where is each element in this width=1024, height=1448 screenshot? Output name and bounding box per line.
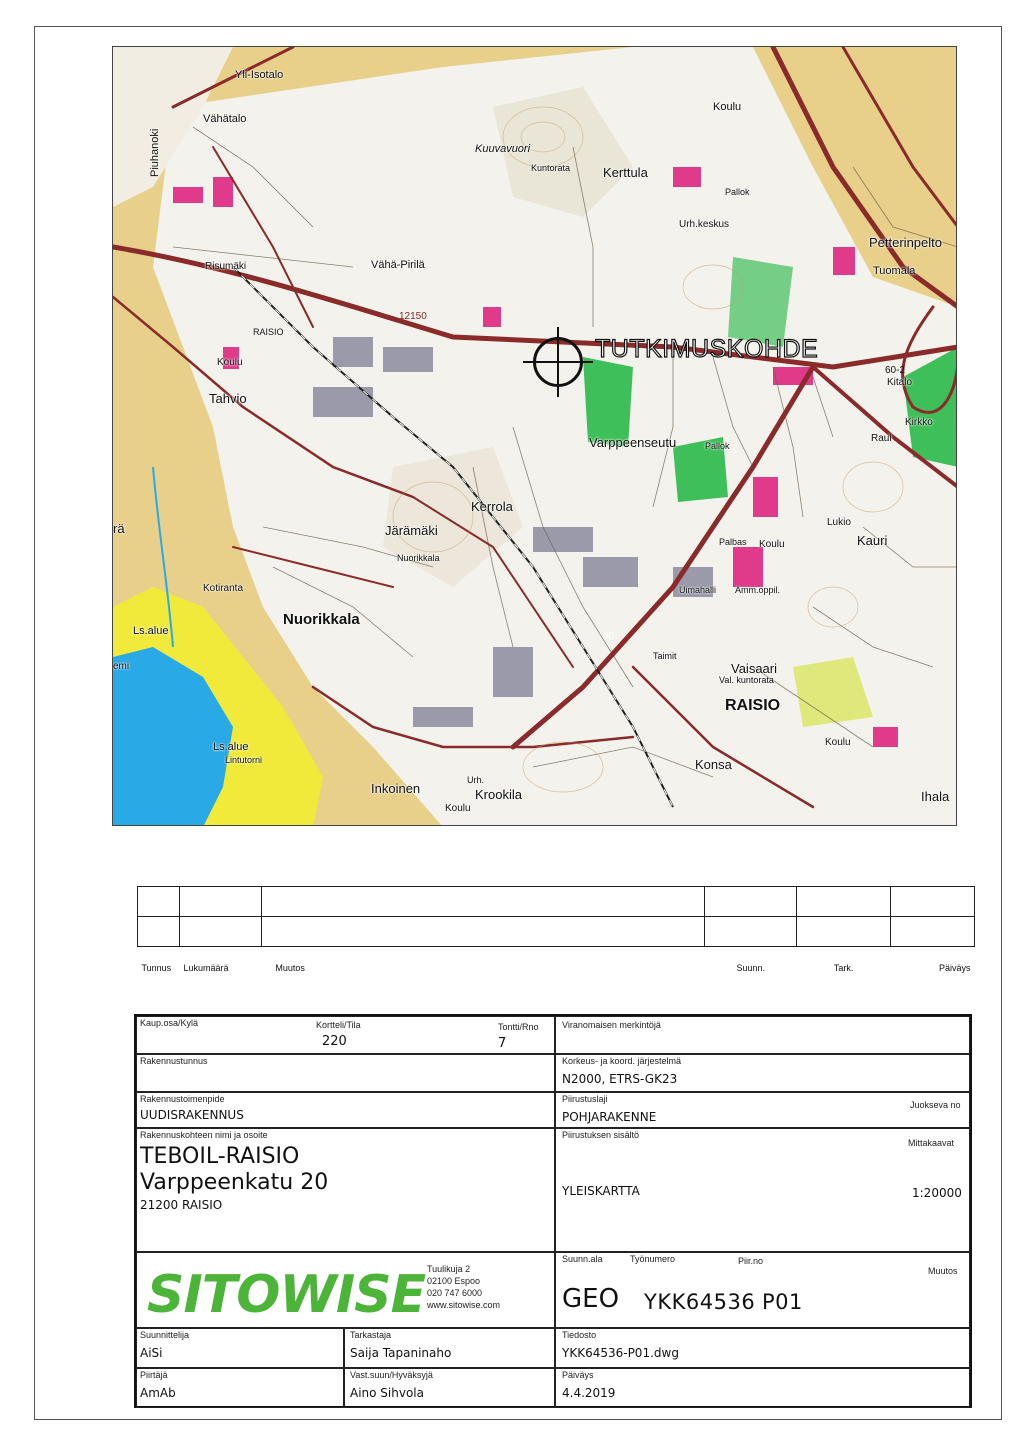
label-rakennustunnus: Rakennustunnus xyxy=(140,1056,208,1066)
place-kauri: Kauri xyxy=(857,533,888,548)
rev-header-muutos: Muutos xyxy=(261,947,704,975)
label-tarkastaja: Tarkastaja xyxy=(350,1330,392,1340)
value-tyonumero: YKK64536 xyxy=(644,1290,756,1314)
rev-header-paivays: Päiväys xyxy=(891,947,975,975)
place-nuorikkala: Nuorikkala xyxy=(283,611,360,628)
place-raisio-big: RAISIO xyxy=(725,697,781,714)
place-vaha-pirila: Vähä-Pirilä xyxy=(371,259,425,271)
label-rakennustoimenpide: Rakennustoimenpide xyxy=(140,1094,225,1104)
place-ihala: Ihala xyxy=(921,789,950,804)
company-address xyxy=(427,1263,500,1311)
address-line: Tuulikuja 2 xyxy=(427,1264,471,1274)
target-label: TUTKIMUSKOHDE xyxy=(595,335,819,363)
road-12150: 12150 xyxy=(399,311,427,322)
value-sisalto: YLEISKARTTA xyxy=(562,1184,640,1198)
rev-header-tunnus: Tunnus xyxy=(138,947,180,975)
place-vaisaari: Vaisaari xyxy=(731,661,778,676)
value-kortteli: 220 xyxy=(322,1034,347,1049)
rev-header-tark: Tark. xyxy=(797,947,891,975)
label-suunnittelija: Suunnittelija xyxy=(140,1330,190,1340)
label-muutos: Muutos xyxy=(928,1266,958,1276)
label-korkeus: Korkeus- ja koord. järjestelmä xyxy=(562,1056,682,1066)
place-lukio: Lukio xyxy=(827,517,851,528)
value-kohde-name: TEBOIL-RAISIO xyxy=(140,1144,300,1169)
place-taimit: Taimit xyxy=(653,651,677,661)
place-uimahalli: Uimahalli xyxy=(679,585,717,595)
place-ls-alue-2: Ls.alue xyxy=(213,741,249,753)
place-ls-alue-1: Ls.alue xyxy=(133,625,169,637)
value-kohde-street: Varppeenkatu 20 xyxy=(140,1170,329,1195)
value-piirtaja: AmAb xyxy=(140,1386,176,1400)
road-40: 40 xyxy=(603,631,615,642)
label-sisalto: Piirustuksen sisältö xyxy=(562,1130,640,1140)
value-korkeus: N2000, ETRS-GK23 xyxy=(562,1072,678,1086)
label-kortteli: Kortteli/Tila xyxy=(316,1020,361,1030)
label-tontti: Tontti/Rno xyxy=(498,1022,539,1032)
place-tuomala: Tuomala xyxy=(873,265,916,277)
place-yli-isotalo: Yli-Isotalo xyxy=(235,69,284,81)
value-tarkastaja: Saija Tapaninaho xyxy=(350,1346,452,1360)
label-juokseva: Juokseva no xyxy=(910,1100,961,1110)
value-kohde-city: 21200 RAISIO xyxy=(140,1198,223,1212)
place-koulu-4: Koulu xyxy=(825,737,851,748)
label-kohde: Rakennuskohteen nimi ja osoite xyxy=(140,1130,268,1140)
location-map xyxy=(112,46,957,826)
label-viranomaisen: Viranomaisen merkintöjä xyxy=(562,1020,661,1030)
target-crosshair-v xyxy=(557,327,559,397)
value-piirno: P01 xyxy=(762,1290,803,1314)
place-lintutorni: Lintutorni xyxy=(225,755,263,765)
label-tiedosto: Tiedosto xyxy=(562,1330,597,1340)
place-piuhanoki: Piuhanoki xyxy=(149,128,161,177)
place-petterinpelto: Petterinpelto xyxy=(869,235,942,250)
place-krookila: Krookila xyxy=(475,787,522,802)
label-suunnala: Suunn.ala xyxy=(562,1254,603,1264)
place-koulu-1: Koulu xyxy=(713,101,742,113)
rev-header-suunn: Suunn. xyxy=(705,947,797,975)
value-suunnala: GEO xyxy=(562,1284,620,1314)
value-tontti: 7 xyxy=(498,1036,507,1051)
place-raul: Raul xyxy=(871,433,892,444)
place-palbas: Palbas xyxy=(719,537,747,547)
place-kerttula: Kerttula xyxy=(603,165,648,180)
place-kirkko: Kirkko xyxy=(905,417,933,428)
place-konsa: Konsa xyxy=(695,757,732,772)
label-kaup: Kaup.osa/Kylä xyxy=(140,1018,199,1028)
place-pallok-2: Pallok xyxy=(705,441,730,451)
label-paivays: Päiväys xyxy=(562,1370,594,1380)
cell-paivays xyxy=(555,1368,970,1408)
value-suunnittelija: AiSi xyxy=(140,1346,163,1360)
label-tyonumero: Työnumero xyxy=(630,1254,676,1264)
place-vahatalo: Vähätalo xyxy=(203,113,247,125)
label-hyvaksyja: Vast.suun/Hyväksyjä xyxy=(350,1370,433,1380)
place-risumaki: Risumäki xyxy=(205,261,247,272)
place-pallok-1: Pallok xyxy=(725,187,750,197)
place-val-kuntorata: Val. kuntorata xyxy=(719,675,774,685)
place-urh: Urh. xyxy=(467,775,485,785)
label-piirustuslaji: Piirustuslaji xyxy=(562,1094,608,1104)
address-line: www.sitowise.com xyxy=(427,1300,501,1310)
cell-logo xyxy=(136,1252,555,1328)
value-tiedosto: YKK64536-P01.dwg xyxy=(562,1346,679,1360)
place-kerrola: Kerrola xyxy=(471,499,513,514)
place-koulu-5: Koulu xyxy=(445,803,471,814)
place-koulu-2: Koulu xyxy=(217,357,243,368)
place-nuorikkala-small: Nuorikkala xyxy=(397,553,440,563)
place-raisio-small: RAISIO xyxy=(253,327,284,337)
road-60-2: 60-2 xyxy=(885,365,906,376)
place-varppeenseutu: Varppeenseutu xyxy=(589,435,677,450)
value-hyvaksyja: Aino Sihvola xyxy=(350,1386,424,1400)
place-amm-oppil: Amm.oppil. xyxy=(735,585,781,595)
address-line: 02100 Espoo xyxy=(427,1276,481,1286)
value-mittakaava: 1:20000 xyxy=(912,1186,962,1200)
place-inkoinen: Inkoinen xyxy=(371,781,421,796)
rev-header-lukumaara: Lukumäärä xyxy=(179,947,261,975)
place-kuuvavuori: Kuuvavuori xyxy=(475,143,531,155)
value-rakennustoimenpide: UUDISRAKENNUS xyxy=(140,1108,244,1122)
value-paivays: 4.4.2019 xyxy=(562,1386,616,1400)
place-jaramaki: Järämäki xyxy=(385,523,438,538)
place-koulu-3: Koulu xyxy=(759,539,785,550)
label-piirno: Piir.no xyxy=(738,1256,764,1266)
place-kitalo: Kitalo xyxy=(887,377,913,388)
place-kuntorata-top: Kuntorata xyxy=(531,163,571,173)
place-ra: rä xyxy=(113,521,125,536)
value-piirustuslaji: POHJARAKENNE xyxy=(562,1110,657,1124)
label-piirtaja: Piirtäjä xyxy=(140,1370,168,1380)
place-urh-keskus: Urh.keskus xyxy=(679,219,730,230)
revision-table xyxy=(137,886,975,974)
place-kotiranta: Kotiranta xyxy=(203,583,244,594)
sitowise-logo: SITOWISE xyxy=(147,1265,426,1325)
title-block xyxy=(134,1014,972,1408)
address-line: 020 747 6000 xyxy=(427,1288,483,1298)
place-tahvio: Tahvio xyxy=(209,391,247,406)
label-mittakaavat: Mittakaavat xyxy=(908,1138,955,1148)
place-emi: emi xyxy=(113,661,130,672)
